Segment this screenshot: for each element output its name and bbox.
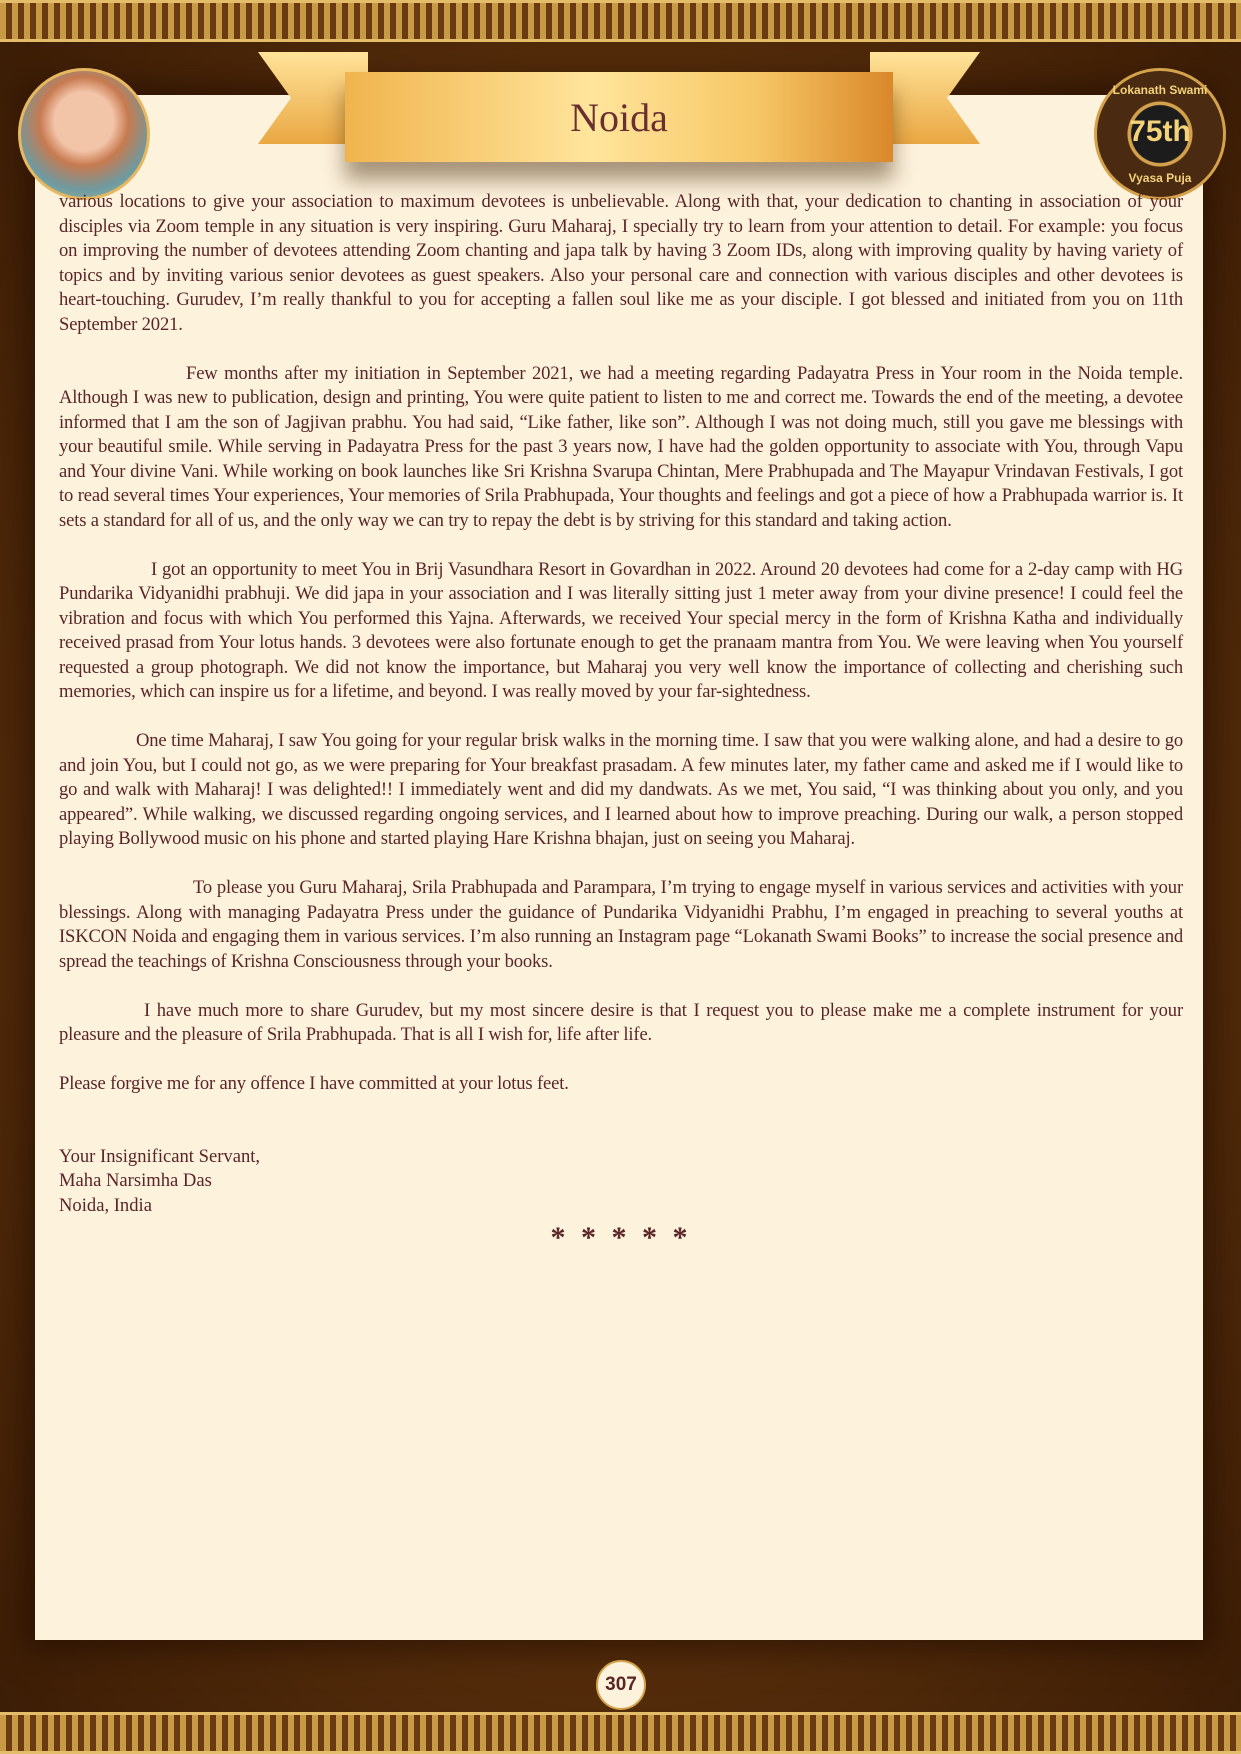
title-ribbon [345, 72, 893, 162]
seal-bottom-text: Vyasa Puja [1128, 171, 1192, 185]
letter-body [59, 190, 1183, 1254]
page-title: Noida [570, 94, 668, 140]
paragraph: various locations to give your association to maximum devotees is unbelievable. Along with that, your dedication to chanting in association of your disciples via Zoom temple in any situation is very inspiring. Guru Maharaj, I specially try to learn from your attention to detail. For example: you focus on improving the number of devotees attending Zoom chanting and japa talk by having 3 Zoom IDs, along with improving quality by having variety of topics and by inviting various senior devotees as guest speakers. Also your personal care and connection with various disciples and other devotees is heart-touching. Gurudev, I’m really thankful to you for accepting a fallen soul like me as your disciple. I got blessed and initiated from you on 11th September 2021. [59, 191, 1183, 335]
decorative-border-top [0, 0, 1241, 42]
paragraph: To please you Guru Maharaj, Srila Prabhupada and Parampara, I’m trying to engage myself in various services and activities with your blessings. Along with managing Padayatra Press under the guidance of Pundarika Vidyanidhi Prabhu, I’m engaged in preaching to several youths at ISKCON Noida and engaging them in various services. I’m also running an Instagram page “Lokanath Swami Books” to increase the social presence and spread the teachings of Krishna Consciousness through your books. [59, 877, 1183, 972]
vyasa-puja-seal-logo [1094, 68, 1226, 200]
page-number: 307 [596, 1660, 646, 1710]
seal-top-text: Lokanath Swami [1112, 83, 1208, 97]
paragraph: Please forgive me for any offence I have committed at your lotus feet. [59, 1073, 569, 1094]
paragraph: I have much more to share Gurudev, but my most sincere desire is that I request you to please make me a complete instrument for your pleasure and the pleasure of Srila Prabhupada. That is all I wish for, life after life. [59, 999, 1183, 1045]
signature-name: Maha Narsimha Das [59, 1170, 212, 1191]
paragraph: Few months after my initiation in September 2021, we had a meeting regarding Padayatra Press in Your room in the Noida temple. Although I was new to publication, design and printing, You were quite patient to listen to me and correct me. Towards the end of the meeting, a devotee informed that I am the son of Jagjivan prabhu. You had said, “Like father, like son”. Although I was not doing much, still you gave me blessings with your beautiful smile. While serving in Padayatra Press for the past 3 years now, I have had the golden opportunity to associate with You, through Vapu and Your divine Vani. While working on book launches like Sri Krishna Svarupa Chintan, Mere Prabhupada and The Mayapur Vrindavan Festivals, I got to read several times Your experiences, Your memories of Srila Prabhupada, Your thoughts and feelings and got a piece of how a Prabhupada warrior is. It sets a standard for all of us, and the only way we can try to repay the debt is by striving for this standard and taking action. [59, 362, 1183, 531]
paragraph: One time Maharaj, I saw You going for your regular brisk walks in the morning time. I saw that you were walking alone, and had a desire to go and join You, but I could not go, as we were preparing for Your breakfast prasadam. A few minutes later, my father came and asked me if I would like to go and walk with Maharaj! I was delighted!! I immediately went and did my dandwats. As we met, You said, “I was thinking about you only, and you appeared”. While walking, we discussed regarding ongoing services, and I learned about how to improve preaching. During our walk, a person stopped playing Bollywood music on his phone and started playing Hare Krishna bhajan, just on seeing you Maharaj. [59, 730, 1183, 849]
signature-block [59, 1145, 1183, 1219]
decorative-border-bottom [0, 1712, 1241, 1754]
signature-place: Noida, India [59, 1194, 152, 1216]
seal-number: 75th [1129, 115, 1191, 148]
signature-closing: Your Insignificant Servant, [59, 1145, 261, 1167]
section-separator: * * * * * [550, 1221, 692, 1254]
paragraph: I got an opportunity to meet You in Brij Vasundhara Resort in Govardhan in 2022. Around 20 devotees had come for a 2-day camp with HG Pundarika Vidyanidhi prabhuji. We did japa in your association and I was literally sitting just 1 meter away from your divine presence! I could feel the vibration and focus with which You performed this Yajna. Afterwards, we received Your special mercy in the form of Krishna Katha and individually received prasad from Your lotus hands. 3 devotees were also fortunate enough to get the pranaam mantra from You. We were leaving when You yourself requested a group photograph. We did not know the importance, but Maharaj you very well know the importance of collecting and cherishing such memories, which can inspire us for a lifetime, and beyond. I was really moved by your far-sightedness. [59, 558, 1183, 702]
portrait-photo [18, 68, 150, 200]
